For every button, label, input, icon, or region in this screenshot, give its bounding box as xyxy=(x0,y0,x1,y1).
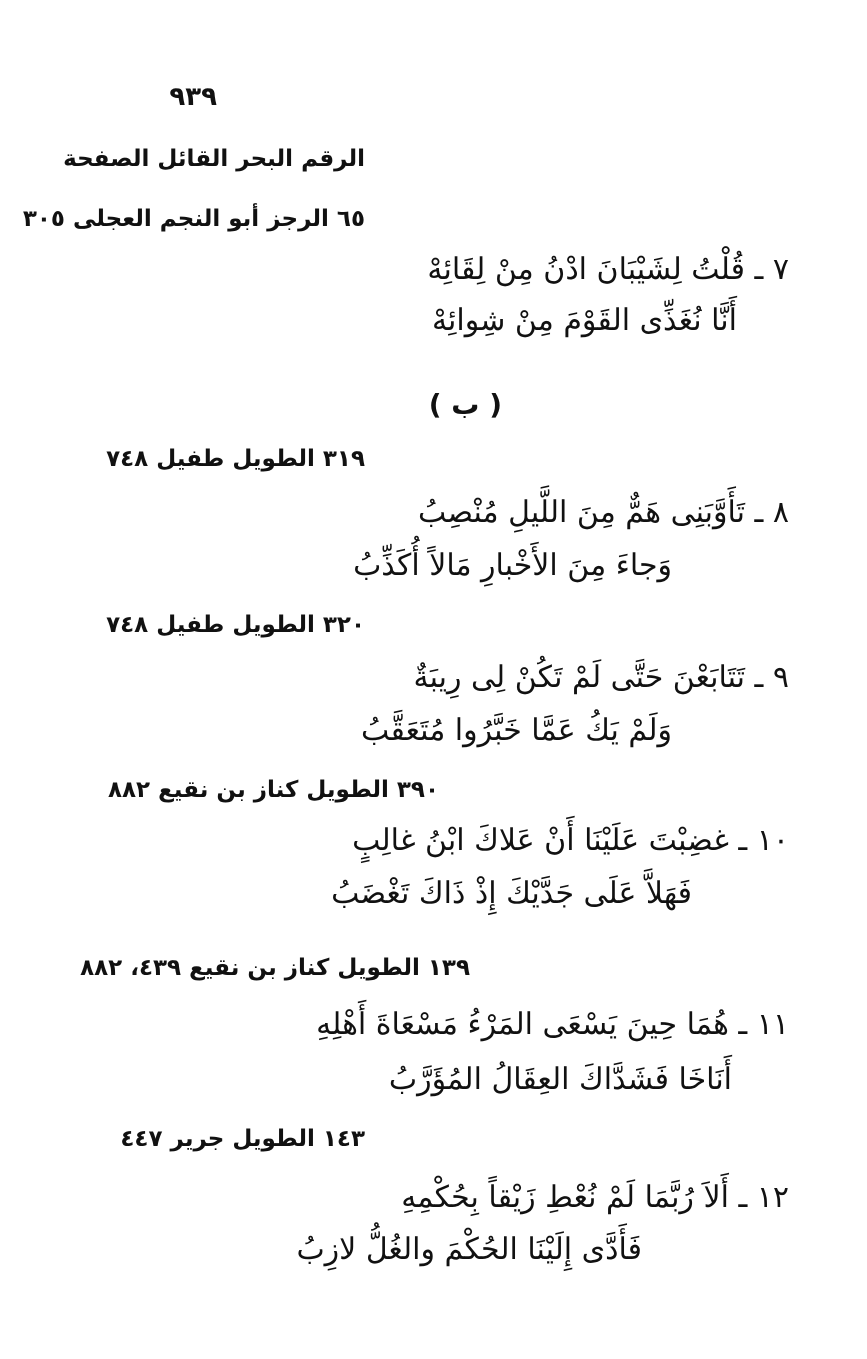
verse-reference: ٣٢٠ الطويل طفيل ٧٤٨ xyxy=(106,612,365,638)
verse-line: ١١ ـ هُمَا حِينَ يَسْعَى المَرْءُ مَسْعَاةَ أَهْلِهِ xyxy=(316,1007,789,1042)
verse-line: أَنَّا نُغَذِّى القَوْمَ مِنْ شِوائِهْ xyxy=(431,303,737,338)
verse-reference: ٣٩٠ الطويل كناز بن نقيع ٨٨٢ xyxy=(107,777,439,803)
verse-reference: ١٣٩ الطويل كناز بن نقيع ٤٣٩، ٨٨٢ xyxy=(80,955,470,981)
verse-line: ١٢ ـ أَلاَ رُبَّمَا لَمْ نُعْطِ زَيْقاً بِحُكْمِهِ xyxy=(401,1180,789,1215)
verse-reference: ٣١٩ الطويل طفيل ٧٤٨ xyxy=(106,446,365,472)
column-header: الرقم البحر القائل الصفحة xyxy=(63,146,365,172)
verse-line: ٩ ـ تَتَابَعْنَ حَتَّى لَمْ تَكُنْ لِى رِيبَةٌ xyxy=(413,660,789,695)
section-letter: ( ب ) xyxy=(428,388,502,421)
verse-reference: ١٤٣ الطويل جرير ٤٤٧ xyxy=(120,1126,365,1152)
verse-reference: ٦٥ الرجز أبو النجم العجلى ٣٠٥ xyxy=(22,206,365,232)
verse-line: وَلَمْ يَكُ عَمَّا خَبَّرُوا مُتَعَقَّبُ xyxy=(361,713,672,748)
verse-line: فَأَدَّى إِلَيْنَا الحُكْمَ والغُلُّ لازِبُ xyxy=(296,1232,642,1267)
verse-line: وَجاءَ مِنَ الأَخْبارِ مَالاً أُكَذِّبُ xyxy=(353,548,672,583)
verse-line: أَنَاخَا فَشَدَّاكَ العِقَالُ المُؤَرَّبُ xyxy=(388,1062,732,1097)
verse-line: ١٠ ـ غضِبْتَ عَلَيْنَا أَنْ عَلاكَ ابْنُ غالِبٍ xyxy=(352,823,789,858)
verse-line: ٧ ـ قُلْتُ لِشَيْبَانَ ادْنُ مِنْ لِقَائِهْ xyxy=(427,252,789,287)
page-number: ٩٣٩ xyxy=(169,82,217,112)
verse-line: ٨ ـ تَأَوَّبَنِى هَمٌّ مِنَ اللَّيلِ مُنْصِبُ xyxy=(418,495,789,530)
verse-line: فَهَلاَّ عَلَى جَدَّيْكَ إِذْ ذَاكَ تَغْضَبُ xyxy=(331,876,692,911)
